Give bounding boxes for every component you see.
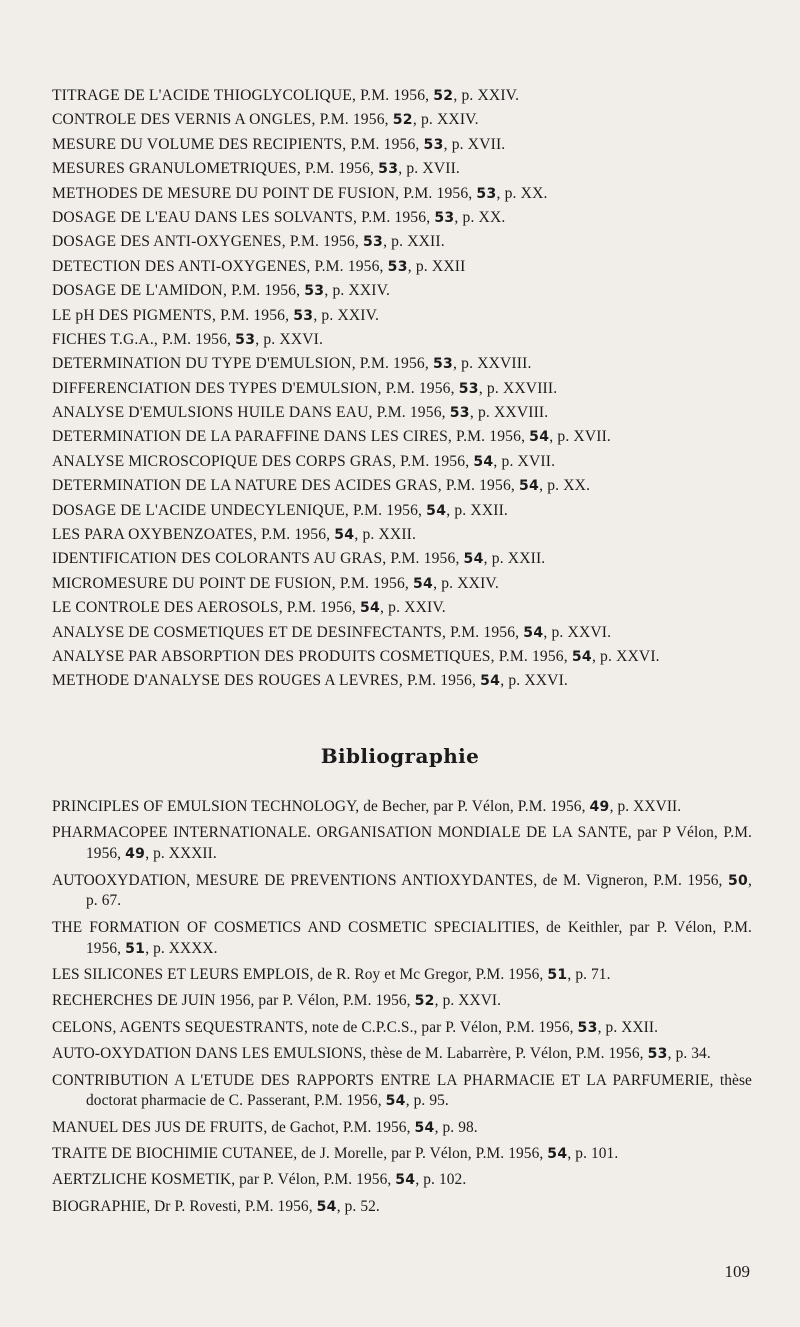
bibliography-item: BIOGRAPHIE, Dr P. Rovesti, P.M. 1956, 54, p. 52. xyxy=(52,1197,380,1215)
entry-title: MESURES GRANULOMETRIQUES xyxy=(52,160,297,178)
entry-title: METHODES DE MESURE DU POINT DE FUSION xyxy=(52,184,396,202)
entry-source: P.M. 1956 xyxy=(261,526,327,544)
list-item: ANALYSE DE COSMETIQUES ET DE DESINFECTANTS, P.M. 1956, 54, p. XXVI. xyxy=(52,623,612,641)
bibliography-item: CELONS, AGENTS SEQUESTRANTS, note de C.P.C.S., par P. Vélon, P.M. 1956, 53, p. XXII. xyxy=(52,1018,659,1036)
bibliography-item: MANUEL DES JUS DE FRUITS, de Gachot, P.M. 1956, 54, p. 98. xyxy=(52,1118,478,1136)
entry-title: LE pH DES PIGMENTS xyxy=(52,306,212,324)
entry-source: P.M. 1956 xyxy=(376,404,442,422)
entry-page: p. XXVI. xyxy=(263,330,324,348)
entry-page: p. XXII. xyxy=(391,233,445,251)
entry-title: DIFFERENCIATION DES TYPES D'EMULSION xyxy=(52,379,378,397)
entry-page: p. XVII. xyxy=(451,135,506,153)
entry-source: P.M. 1956 xyxy=(231,282,297,300)
list-item: LE CONTROLE DES AEROSOLS, P.M. 1956, 54, p. XXIV. xyxy=(52,599,446,617)
entry-page: p. XXIV. xyxy=(420,111,479,129)
list-item: DIFFERENCIATION DES TYPES D'EMULSION, P.M. 1956, 53, p. XXVIII. xyxy=(52,379,558,397)
entry-volume: 53 xyxy=(362,234,384,251)
entry-title: DOSAGE DE L'ACIDE UNDECYLENIQUE xyxy=(52,501,345,519)
entry-page: p. XXIV. xyxy=(332,282,391,300)
entry-page: p. XXIV. xyxy=(388,599,446,617)
bib-volume: 51 xyxy=(125,940,146,957)
bibliography-heading: Bibliographie xyxy=(320,744,480,768)
bib-page: p. XXXII. xyxy=(153,845,217,863)
list-item: IDENTIFICATION DES COLORANTS AU GRAS, P.M. 1956, 54, p. XXII. xyxy=(52,550,546,568)
bibliography-item: AERTZLICHE KOSMETIK, par P. Vélon, P.M. 1956, 54, p. 102. xyxy=(52,1171,467,1189)
entry-title: CONTROLE DES VERNIS A ONGLES xyxy=(52,111,312,129)
entry-page: p. XXIV. xyxy=(461,87,520,104)
bib-text: RECHERCHES DE JUIN 1956, par P. Vélon, P.M. 1956, xyxy=(52,992,411,1010)
entry-page: p. XXII. xyxy=(454,501,508,519)
list-item: DETECTION DES ANTI-OXYGENES, P.M. 1956, 53, p. XXII xyxy=(52,257,466,275)
bib-volume: 50 xyxy=(727,872,749,889)
entry-volume: 53 xyxy=(378,161,399,178)
entry-title: ANALYSE DE COSMETIQUES ET DE DESINFECTANTS xyxy=(52,623,443,641)
entry-title: IDENTIFICATION DES COLORANTS AU GRAS xyxy=(52,550,383,568)
entry-source: P.M. 1956 xyxy=(445,477,511,495)
entry-title: ANALYSE PAR ABSORPTION DES PRODUITS COSMETIQUES xyxy=(52,647,491,665)
entry-volume: 53 xyxy=(235,331,256,348)
entry-source: P.M. 1956 xyxy=(385,379,451,397)
entry-volume: 53 xyxy=(476,185,497,202)
bibliography-item: AUTOOXYDATION, MESURE DE PREVENTIONS ANTIOXYDANTES, de M. Vigneron, P.M. 1956, 50, p. 67. xyxy=(52,871,752,910)
entry-title: FICHES T.G.A. xyxy=(52,330,154,348)
entry-page: p. XX. xyxy=(547,477,591,495)
bib-volume: 49 xyxy=(125,846,146,863)
bib-page: p. XXVII. xyxy=(617,798,682,815)
analysis-entries-list xyxy=(52,84,764,694)
bib-volume: 51 xyxy=(547,966,568,983)
entry-source: P.M. 1956 xyxy=(339,574,405,592)
entry-source: P.M. 1956 xyxy=(286,599,352,617)
bib-volume: 54 xyxy=(316,1198,337,1215)
entry-title: TITRAGE DE L'ACIDE THIOGLYCOLIQUE xyxy=(52,87,352,104)
entry-source: P.M. 1956 xyxy=(390,550,456,568)
entry-title: MESURE DU VOLUME DES RECIPIENTS xyxy=(52,135,343,153)
entry-source: P.M. 1956 xyxy=(162,330,228,348)
list-item: LE pH DES PIGMENTS, P.M. 1956, 53, p. XXIV. xyxy=(52,306,380,324)
bibliography-item: PRINCIPLES OF EMULSION TECHNOLOGY, de Becher, par P. Vélon, P.M. 1956, 49, p. XXVII. xyxy=(52,798,682,815)
entry-volume: 53 xyxy=(432,356,454,373)
entry-title: MICROMESURE DU POINT DE FUSION xyxy=(52,574,332,592)
entry-title: LE CONTROLE DES AEROSOLS xyxy=(52,599,279,617)
list-item: DETERMINATION DE LA NATURE DES ACIDES GRAS, P.M. 1956, 54, p. XX. xyxy=(52,477,591,495)
bib-page: p. 67. xyxy=(86,892,122,910)
list-item: CONTROLE DES VERNIS A ONGLES, P.M. 1956, 52, p. XXIV. xyxy=(52,111,479,129)
entry-page: p. XXVI. xyxy=(508,672,568,690)
bib-text: TRAITE DE BIOCHIMIE CUTANEE, de J. Morelle, par P. Vélon, P.M. 1956, xyxy=(52,1145,544,1163)
entry-volume: 54 xyxy=(463,551,484,568)
bib-page: p. 101. xyxy=(575,1145,619,1163)
bibliography-item: CONTRIBUTION A L'ETUDE DES RAPPORTS ENTRE LA PHARMACIE ET LA PARFUMERIE, thèse doctorat pharmacie de C. Passerant, P.M. 1956, 54, p. 95. xyxy=(52,1071,752,1110)
entry-title: ANALYSE MICROSCOPIQUE DES CORPS GRAS xyxy=(52,452,393,470)
entry-source: P.M. 1956 xyxy=(350,135,416,153)
entry-source: P.M. 1956 xyxy=(498,647,564,665)
entry-volume: 53 xyxy=(387,258,408,275)
entry-page: p. XXVI. xyxy=(551,623,612,641)
entry-page: p. XXII. xyxy=(362,526,417,544)
entry-page: p. XXVIII. xyxy=(477,404,549,422)
bib-text: CONTRIBUTION A L'ETUDE DES RAPPORTS ENTRE LA PHARMACIE ET LA PARFUMERIE, thèse doctorat pharmacie de C. Passerant, P.M. 1956, xyxy=(52,1071,752,1110)
bib-volume: 54 xyxy=(414,1119,435,1136)
entry-volume: 52 xyxy=(433,88,454,104)
entry-title: DOSAGE DES ANTI-OXYGENES xyxy=(52,233,282,251)
list-item: METHODE D'ANALYSE DES ROUGES A LEVRES, P.M. 1956, 54, p. XXVI. xyxy=(52,672,568,690)
entry-page: p. XVII. xyxy=(501,452,556,470)
entry-title: DETERMINATION DE LA PARAFFINE DANS LES CIRES xyxy=(52,428,448,446)
bib-text: MANUEL DES JUS DE FRUITS, de Gachot, P.M. 1956, xyxy=(52,1118,411,1136)
entry-page: p. XVII. xyxy=(557,428,611,446)
bib-text: PHARMACOPEE INTERNATIONALE. ORGANISATION MONDIALE DE LA SANTE, par P Vélon, P.M. 1956, xyxy=(52,824,752,863)
entry-volume: 54 xyxy=(480,673,501,690)
bib-text: BIOGRAPHIE, Dr P. Rovesti, P.M. 1956, xyxy=(52,1197,313,1215)
bib-text: CELONS, AGENTS SEQUESTRANTS, note de C.P.C.S., par P. Vélon, P.M. 1956, xyxy=(52,1018,574,1036)
list-item: DOSAGE DE L'EAU DANS LES SOLVANTS, P.M. 1956, 53, p. XX. xyxy=(52,208,506,226)
bib-text: AUTO-OXYDATION DANS LES EMULSIONS, thèse de M. Labarrère, P. Vélon, P.M. 1956, xyxy=(52,1045,644,1063)
bib-page: p. XXVI. xyxy=(442,992,502,1010)
list-item: DOSAGE DES ANTI-OXYGENES, P.M. 1956, 53, p. XXII. xyxy=(52,233,445,251)
bib-page: p. 71. xyxy=(575,965,611,983)
entry-page: p. XX. xyxy=(462,208,506,226)
entry-page: p. XXIV. xyxy=(441,574,499,592)
entry-volume: 54 xyxy=(519,478,540,495)
bib-text: AUTOOXYDATION, MESURE DE PREVENTIONS ANTIOXYDANTES, de M. Vigneron, P.M. 1956, xyxy=(52,871,723,889)
bibliography-item: TRAITE DE BIOCHIMIE CUTANEE, de J. Morelle, par P. Vélon, P.M. 1956, 54, p. 101. xyxy=(52,1145,619,1163)
entry-title: DOSAGE DE L'EAU DANS LES SOLVANTS xyxy=(52,208,354,226)
bibliography-item: THE FORMATION OF COSMETICS AND COSMETIC SPECIALITIES, de Keithler, par P. Vélon, P.M. 1956, 51, p. XXXX. xyxy=(52,918,752,957)
list-item: ANALYSE D'EMULSIONS HUILE DANS EAU, P.M. 1956, 53, p. XXVIII. xyxy=(52,404,549,422)
bib-text: LES SILICONES ET LEURS EMPLOIS, de R. Roy et Mc Gregor, P.M. 1956, xyxy=(52,965,544,983)
entry-page: p. XVII. xyxy=(406,160,460,178)
entry-volume: 54 xyxy=(473,453,494,470)
entry-source: P.M. 1956 xyxy=(360,87,426,104)
entry-volume: 52 xyxy=(392,112,413,129)
list-item: DETERMINATION DE LA PARAFFINE DANS LES CIRES, P.M. 1956, 54, p. XVII. xyxy=(52,428,611,446)
entry-volume: 54 xyxy=(426,502,447,519)
entry-title: DETERMINATION DE LA NATURE DES ACIDES GRAS xyxy=(52,477,438,495)
entry-volume: 54 xyxy=(413,575,434,592)
entry-title: DETERMINATION DU TYPE D'EMULSION xyxy=(52,355,352,373)
entry-source: P.M. 1956 xyxy=(406,672,472,690)
entry-source: P.M. 1956 xyxy=(361,208,427,226)
bib-page: p. 52. xyxy=(344,1197,380,1215)
entry-volume: 54 xyxy=(523,624,544,641)
page-number: 109 xyxy=(724,1262,750,1281)
entry-title: DOSAGE DE L'AMIDON xyxy=(52,282,223,300)
bib-volume: 49 xyxy=(589,799,610,815)
entry-volume: 53 xyxy=(304,283,325,300)
entry-source: P.M. 1956 xyxy=(305,160,371,178)
entry-volume: 53 xyxy=(293,307,314,324)
entry-title: DETECTION DES ANTI-OXYGENES xyxy=(52,257,307,275)
entry-source: P.M. 1956 xyxy=(220,306,286,324)
entry-page: p. XXII xyxy=(415,257,466,275)
entry-page: p. XXVIII. xyxy=(461,355,532,373)
entry-page: p. XXIV. xyxy=(321,306,380,324)
entry-source: P.M. 1956 xyxy=(450,623,516,641)
list-item: DOSAGE DE L'ACIDE UNDECYLENIQUE, P.M. 1956, 54, p. XXII. xyxy=(52,501,508,519)
list-item: FICHES T.G.A., P.M. 1956, 53, p. XXVI. xyxy=(52,330,324,348)
bibliography-list xyxy=(52,797,752,1223)
bibliography-item: LES SILICONES ET LEURS EMPLOIS, de R. Roy et Mc Gregor, P.M. 1956, 51, p. 71. xyxy=(52,965,611,983)
list-item: METHODES DE MESURE DU POINT DE FUSION, P.M. 1956, 53, p. XX. xyxy=(52,184,548,202)
bib-page: p. 34. xyxy=(675,1045,711,1063)
bib-page: p. 102. xyxy=(423,1171,467,1189)
entry-volume: 54 xyxy=(359,600,381,617)
bib-volume: 54 xyxy=(395,1172,416,1189)
list-item: MICROMESURE DU POINT DE FUSION, P.M. 1956, 54, p. XXIV. xyxy=(52,574,499,592)
entry-volume: 53 xyxy=(458,380,479,397)
entry-source: P.M. 1956 xyxy=(289,233,355,251)
entry-page: p. XXVIII. xyxy=(486,379,558,397)
entry-volume: 54 xyxy=(571,648,592,665)
entry-source: P.M. 1956 xyxy=(353,501,419,519)
bib-volume: 53 xyxy=(647,1046,668,1063)
entry-source: P.M. 1956 xyxy=(314,257,380,275)
entry-title: METHODE D'ANALYSE DES ROUGES A LEVRES xyxy=(52,672,399,690)
entry-volume: 53 xyxy=(434,209,455,226)
list-item: MESURES GRANULOMETRIQUES, P.M. 1956, 53, p. XVII. xyxy=(52,160,460,178)
entry-source: P.M. 1956 xyxy=(456,428,522,446)
entry-source: P.M. 1956 xyxy=(400,452,466,470)
bibliography-item: AUTO-OXYDATION DANS LES EMULSIONS, thèse de M. Labarrère, P. Vélon, P.M. 1956, 53, p. 34. xyxy=(52,1045,711,1063)
bib-volume: 54 xyxy=(385,1093,406,1110)
list-item: DOSAGE DE L'AMIDON, P.M. 1956, 53, p. XXIV. xyxy=(52,282,391,300)
entry-volume: 54 xyxy=(334,527,355,544)
entry-title: LES PARA OXYBENZOATES xyxy=(52,526,253,544)
list-item: ANALYSE MICROSCOPIQUE DES CORPS GRAS, P.M. 1956, 54, p. XVII. xyxy=(52,452,556,470)
list-item: MESURE DU VOLUME DES RECIPIENTS, P.M. 1956, 53, p. XVII. xyxy=(52,135,506,153)
bibliography-item: RECHERCHES DE JUIN 1956, par P. Vélon, P.M. 1956, 52, p. XXVI. xyxy=(52,992,502,1010)
entry-volume: 53 xyxy=(449,405,470,422)
bib-text: AERTZLICHE KOSMETIK, par P. Vélon, P.M. 1956, xyxy=(52,1171,392,1189)
entry-page: p. XX. xyxy=(504,184,548,202)
entry-title: ANALYSE D'EMULSIONS HUILE DANS EAU xyxy=(52,404,369,422)
entry-source: P.M. 1956 xyxy=(319,111,385,129)
bib-volume: 54 xyxy=(547,1146,568,1163)
list-item: LES PARA OXYBENZOATES, P.M. 1956, 54, p. XXII. xyxy=(52,526,417,544)
bib-volume: 53 xyxy=(577,1019,598,1036)
bib-page: p. 98. xyxy=(442,1118,478,1136)
bib-text: PRINCIPLES OF EMULSION TECHNOLOGY, de Becher, par P. Vélon, P.M. 1956, xyxy=(52,798,586,815)
list-item: ANALYSE PAR ABSORPTION DES PRODUITS COSMETIQUES, P.M. 1956, 54, p. XXVI. xyxy=(52,647,660,665)
bibliography-item: PHARMACOPEE INTERNATIONALE. ORGANISATION MONDIALE DE LA SANTE, par P Vélon, P.M. 1956, 49, p. XXXII. xyxy=(52,824,752,863)
list-item: DETERMINATION DU TYPE D'EMULSION, P.M. 1956, 53, p. XXVIII. xyxy=(52,355,532,373)
entry-source: P.M. 1956 xyxy=(359,355,425,373)
bib-page: p. 95. xyxy=(413,1092,449,1110)
entry-source: P.M. 1956 xyxy=(403,184,469,202)
bib-page: p. XXXX. xyxy=(153,939,218,957)
bib-volume: 52 xyxy=(414,993,435,1010)
bib-page: p. XXII. xyxy=(605,1018,659,1036)
entry-page: p. XXII. xyxy=(491,550,546,568)
bib-text: THE FORMATION OF COSMETICS AND COSMETIC SPECIALITIES, de Keithler, par P. Vélon, P.M. 1956, xyxy=(52,918,752,957)
entry-volume: 53 xyxy=(423,136,444,153)
entry-volume: 54 xyxy=(529,429,550,446)
list-item: TITRAGE DE L'ACIDE THIOGLYCOLIQUE, P.M. 1956, 52, p. XXIV. xyxy=(52,87,520,104)
entry-page: p. XXVI. xyxy=(600,647,660,665)
